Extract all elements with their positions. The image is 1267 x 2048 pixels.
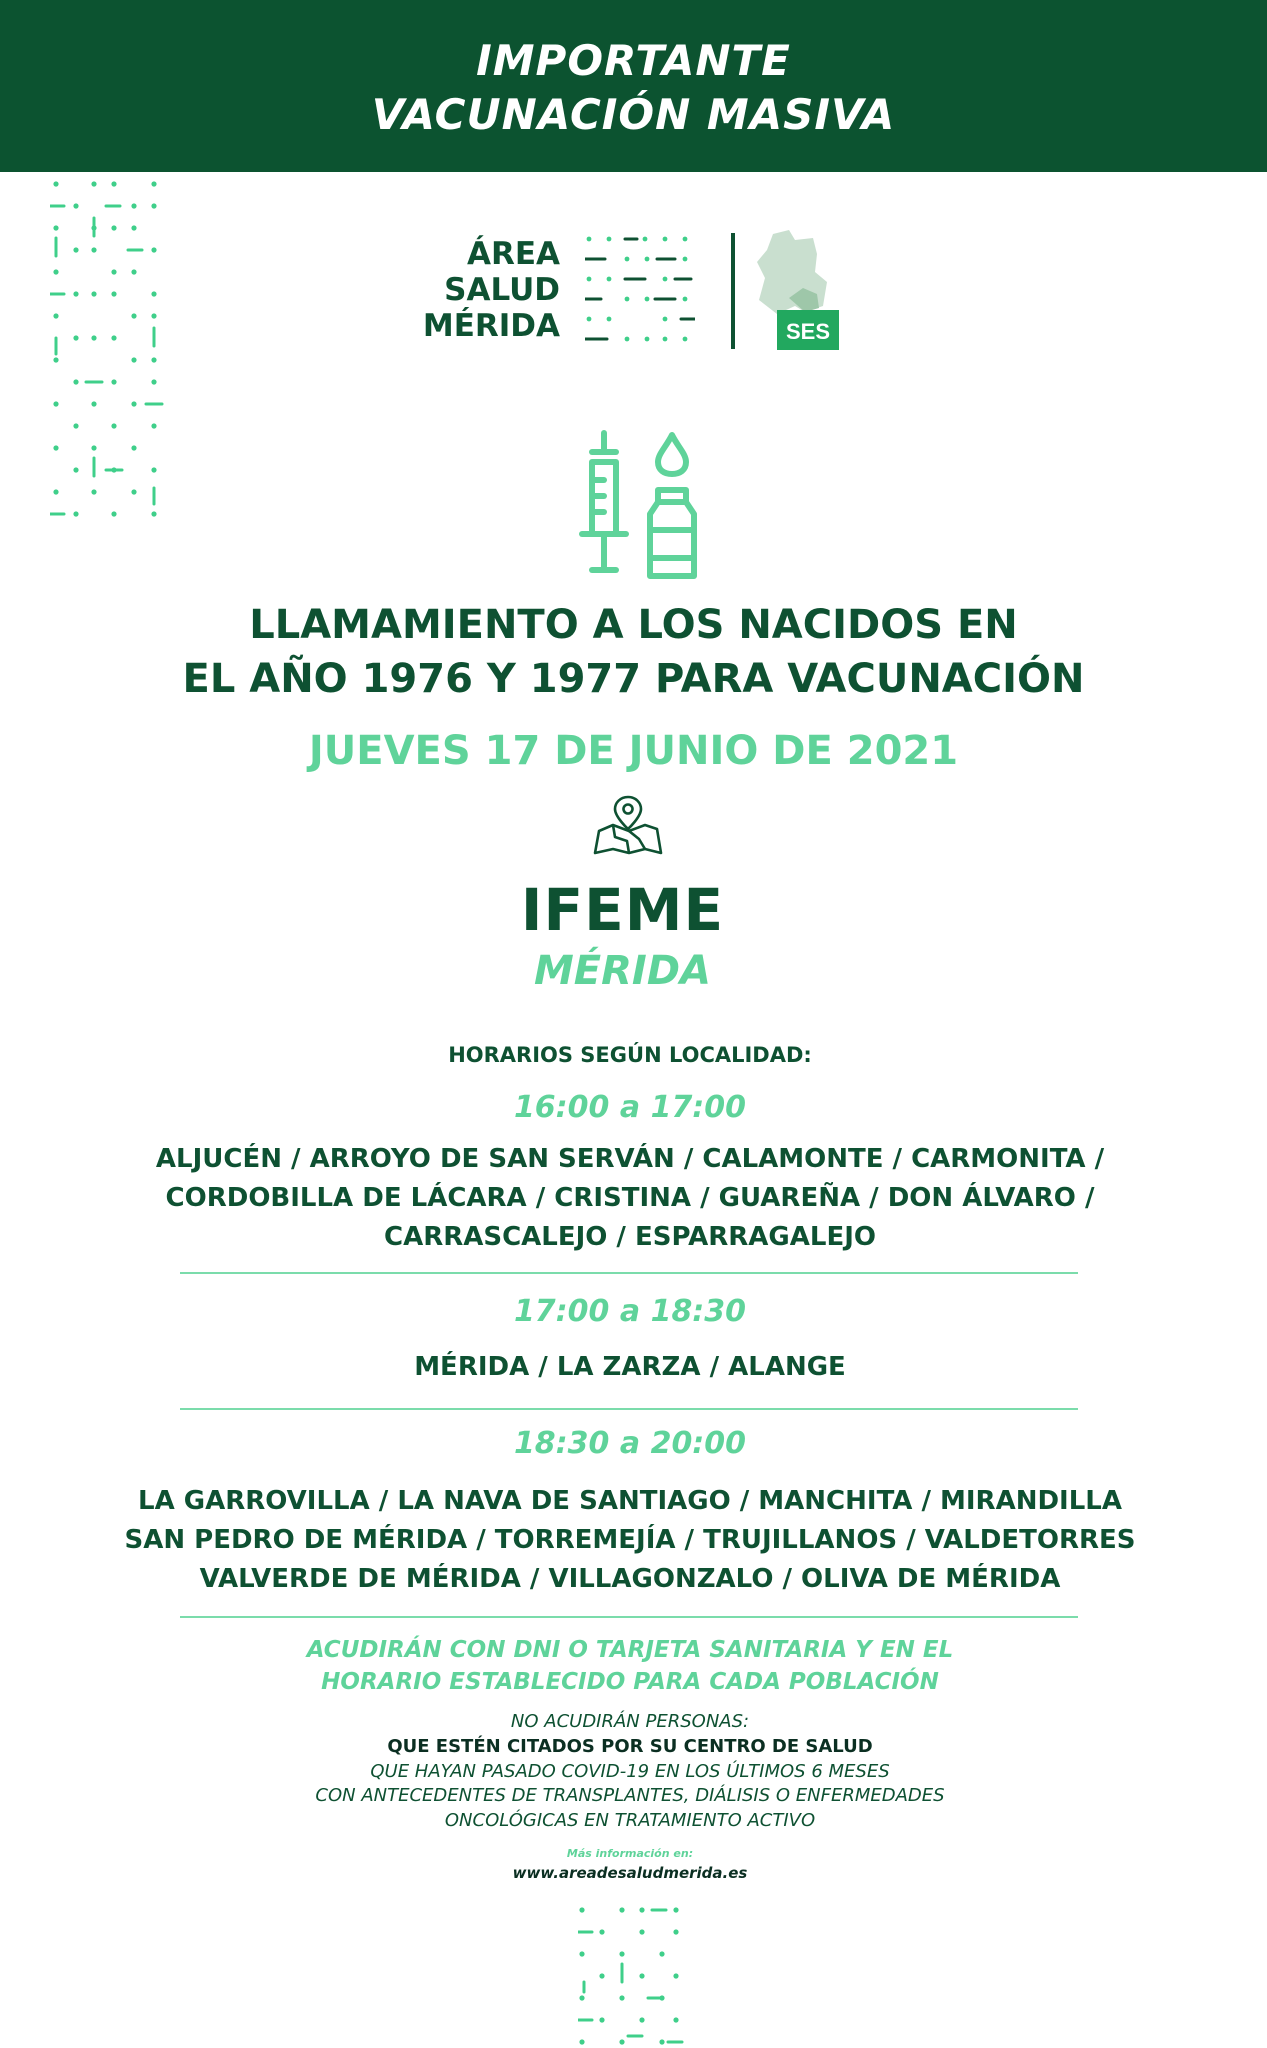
area-salud-merida-logo: [410, 236, 560, 344]
banner-title-line2: VACUNACIÓN MASIVA: [371, 90, 896, 139]
logo-dot-pattern: [585, 235, 695, 347]
exclusions-line4: ONCOLÓGICAS EN TRATAMIENTO ACTIVO: [444, 1810, 816, 1831]
exclusions-title: NO ACUDIRÁN PERSONAS:: [510, 1711, 750, 1732]
slot-3-towns-line3: VALVERDE DE MÉRIDA / VILLAGONZALO / OLIVA DE MÉRIDA: [199, 1564, 1061, 1594]
headline-line1: LLAMAMIENTO A LOS NACIDOS EN: [249, 602, 1018, 648]
exclusions-line3: CON ANTECEDENTES DE TRANSPLANTES, DIÁLISIS O ENFERMEDADES: [315, 1785, 945, 1806]
slot-1-towns-line2: CORDOBILLA DE LÁCARA / CRISTINA / GUAREÑA / DON ÁLVARO /: [165, 1183, 1095, 1213]
exclusions-line2: QUE HAYAN PASADO COVID-19 EN LOS ÚLTIMOS 6 MESES: [370, 1761, 890, 1782]
exclusions-line1: QUE ESTÉN CITADOS POR SU CENTRO DE SALUD: [387, 1736, 873, 1757]
banner-title-line1: IMPORTANTE: [476, 36, 791, 85]
section-divider: [180, 1272, 1078, 1274]
ses-logo: [755, 228, 845, 353]
slot-3-towns-line2: SAN PEDRO DE MÉRIDA / TORREMEJÍA / TRUJILLANOS / VALDETORRES: [124, 1525, 1136, 1555]
more-info-label: Más información en:: [566, 1847, 694, 1860]
schedule-title: HORARIOS SEGÚN LOCALIDAD:: [448, 1043, 812, 1067]
logo-line1: ÁREA: [466, 236, 560, 272]
slot-3-towns-line1: LA GARROVILLA / LA NAVA DE SANTIAGO / MANCHITA / MIRANDILLA: [138, 1486, 1122, 1516]
requirements-line2: HORARIO ESTABLECIDO PARA CADA POBLACIÓN: [321, 1669, 939, 1695]
ses-logo-label: SES: [785, 319, 831, 344]
event-date: JUEVES 17 DE JUNIO DE 2021: [308, 728, 959, 774]
syringe-and-vial-icon: [576, 430, 702, 580]
section-divider: [180, 1616, 1078, 1618]
venue-city: MÉRIDA: [534, 948, 711, 994]
slot-1-towns-line1: ALJUCÉN / ARROYO DE SAN SERVÁN / CALAMONTE / CARMONITA /: [155, 1144, 1105, 1174]
slot-3-time: 18:30 a 20:00: [513, 1426, 747, 1461]
section-divider: [180, 1408, 1078, 1410]
header-banner: [0, 0, 1267, 172]
logo-line3: MÉRIDA: [422, 308, 560, 344]
decorative-dot-pattern-left: [50, 178, 165, 528]
slot-2-time: 17:00 a 18:30: [513, 1294, 747, 1329]
requirements-line1: ACUDIRÁN CON DNI O TARJETA SANITARIA Y EN EL: [306, 1637, 954, 1663]
slot-2-towns-line1: MÉRIDA / LA ZARZA / ALANGE: [414, 1352, 846, 1382]
map-pin-icon: [593, 795, 663, 855]
headline-line2: EL AÑO 1976 Y 1977 PARA VACUNACIÓN: [182, 656, 1085, 702]
logo-divider: [731, 233, 735, 349]
venue-name: IFEME: [520, 876, 725, 944]
decorative-dot-pattern-bottom: [578, 1906, 686, 2048]
slot-1-time: 16:00 a 17:00: [513, 1090, 747, 1125]
slot-1-towns-line3: CARRASCALEJO / ESPARRAGALEJO: [383, 1222, 876, 1252]
logo-line2: SALUD: [444, 272, 560, 308]
website-link[interactable]: www.areadesaludmerida.es: [512, 1864, 748, 1882]
